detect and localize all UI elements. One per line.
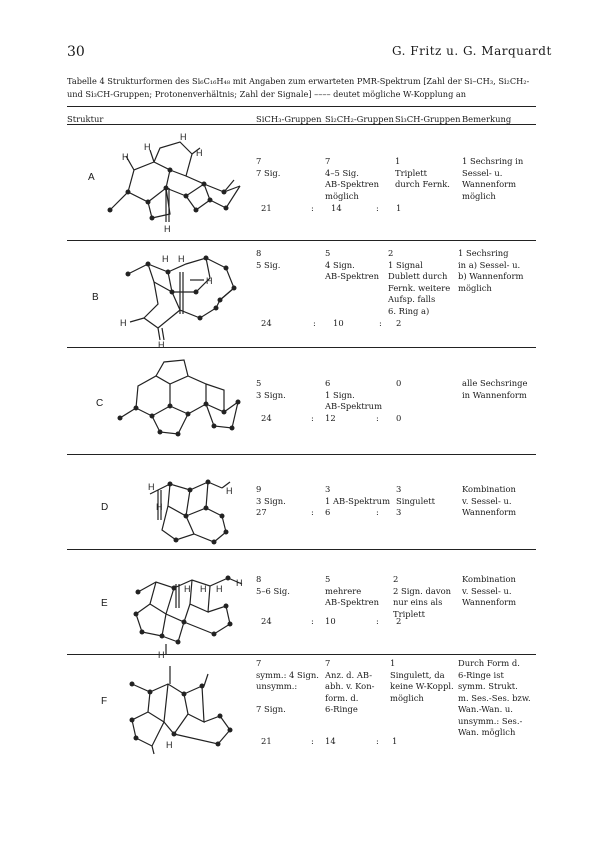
structure-label-d: D xyxy=(101,502,109,513)
ratio-separator: : xyxy=(311,736,314,746)
ratio-si2ch2: 14 xyxy=(331,203,342,213)
cell-bemerkung: Kombination v. Sessel- u. Wannenform xyxy=(462,484,517,517)
ratio-si2ch2: 10 xyxy=(325,616,336,626)
row-divider xyxy=(67,347,536,348)
ratio-separator: : xyxy=(376,736,379,746)
ratio-si2ch2: 10 xyxy=(333,318,344,328)
ratio-si3ch: 2 xyxy=(396,616,402,626)
cell-sich3: 8 5 Sig. xyxy=(256,248,281,270)
atom-label-h: H xyxy=(178,254,185,264)
atom-label-h: H xyxy=(158,650,165,660)
ratio-separator: : xyxy=(376,507,379,517)
atom-label-h: H xyxy=(164,224,171,234)
ratio-si3ch: 0 xyxy=(396,413,402,423)
ratio-separator: : xyxy=(313,318,316,328)
atom-label-h: H xyxy=(166,740,173,750)
cell-sich3: 7 7 Sig. xyxy=(256,156,281,178)
structure-drawing-e xyxy=(118,560,253,660)
ratio-separator: : xyxy=(379,318,382,328)
ratio-sich3: 21 xyxy=(261,736,272,746)
row-divider xyxy=(67,454,536,455)
atom-label-h: H xyxy=(180,132,187,142)
atom-label-h: H xyxy=(200,584,207,594)
running-header-authors: G. Fritz u. G. Marquardt xyxy=(392,44,552,58)
cell-bemerkung: 1 Sechsring in a) Sessel- u. b) Wannenform möglich xyxy=(458,248,524,293)
atom-label-h: H xyxy=(216,584,223,594)
structure-drawing-b xyxy=(110,248,250,350)
structure-label-f: F xyxy=(101,696,108,707)
cell-si3ch: 0 xyxy=(396,378,402,388)
structure-label-a: A xyxy=(88,172,95,183)
col-header-sich3: SiCH₃-Gruppen xyxy=(256,114,322,124)
cell-si2ch2: 7 Anz. d. AB- abh. v. Kon- form. d. 6-Ringe xyxy=(325,658,375,714)
atom-label-h: H xyxy=(162,254,169,264)
ratio-si3ch: 1 xyxy=(392,736,398,746)
cell-si2ch2: 7 4–5 Sig. AB-Spektren möglich xyxy=(325,156,380,201)
cell-si3ch: 1 Singulett, da keine W-Koppl. möglich xyxy=(390,658,454,703)
cell-si3ch: 3 Singulett 3 xyxy=(396,484,435,517)
table-top-rule xyxy=(67,106,536,107)
ratio-si2ch2: 14 xyxy=(325,736,336,746)
cell-si3ch: 2 1 Signal Dublett durch Fernk. weitere Aufsp. falls 6. Ring a) xyxy=(388,248,451,316)
cell-si2ch2: 6 1 Sign. AB-Spektrum xyxy=(325,378,383,411)
cell-si2ch2: 5 4 Sign. AB-Spektren xyxy=(325,248,380,281)
ratio-separator: : xyxy=(311,616,314,626)
cell-si3ch: 2 2 Sign. davon nur eins als Triplett xyxy=(393,574,452,619)
atom-label-h: H xyxy=(206,276,213,286)
atom-label-h: H xyxy=(158,340,165,350)
ratio-sich3: 21 xyxy=(261,203,272,213)
atom-label-h: H xyxy=(184,584,191,594)
ratio-separator: : xyxy=(376,203,379,213)
ratio-si3ch: 1 xyxy=(396,203,402,213)
ratio-sich3: 24 xyxy=(261,616,272,626)
structure-label-b: B xyxy=(92,292,99,303)
cell-sich3: 7 symm.: 4 Sign. unsymm.: 7 Sign. xyxy=(256,658,319,714)
atom-label-h: H xyxy=(226,486,233,496)
atom-label-h: H xyxy=(196,148,203,158)
cell-si2ch2: 5 mehrere AB-Spektren xyxy=(325,574,380,607)
cell-sich3: 5 3 Sign. xyxy=(256,378,286,400)
cell-si3ch: 1 Triplett durch Fernk. xyxy=(395,156,450,189)
cell-sich3: 8 5–6 Sig. xyxy=(256,574,290,596)
atom-label-h: H xyxy=(122,152,129,162)
cell-sich3: 9 3 Sign. 27 xyxy=(256,484,286,517)
cell-bemerkung: 1 Sechsring in Sessel- u. Wannenform möglich xyxy=(462,156,524,201)
structure-drawing-f xyxy=(118,660,243,755)
structure-drawing-d xyxy=(130,470,240,550)
atom-label-h: H xyxy=(144,142,151,152)
structure-drawing-a xyxy=(100,132,250,235)
cell-bemerkung: alle Sechsringe in Wannenform xyxy=(462,378,528,400)
col-header-si3ch: Si₃CH-Gruppen xyxy=(395,114,461,124)
ratio-separator: : xyxy=(376,616,379,626)
atom-label-h: H xyxy=(120,318,127,328)
ratio-sich3: 24 xyxy=(261,318,272,328)
col-header-bemerkung: Bemerkung xyxy=(462,114,512,124)
cell-bemerkung: Kombination v. Sessel- u. Wannenform xyxy=(462,574,517,607)
col-header-struktur: Struktur xyxy=(67,114,104,124)
table-header-rule xyxy=(67,124,536,125)
ratio-separator: : xyxy=(311,413,314,423)
structure-label-c: C xyxy=(96,398,104,409)
structure-drawing-c xyxy=(112,356,247,441)
structure-label-e: E xyxy=(101,598,108,609)
atom-label-h: H xyxy=(156,502,163,512)
ratio-si2ch2: 12 xyxy=(325,413,336,423)
table-caption: Tabelle 4 Strukturformen des Si₆C₁₆H₄₈ mit Angaben zum erwarteten PMR-Spektrum [Zahl der Si–CH₃, Si₂CH₂- und Si₃CH-Gruppen; Protonenverhältnis; Zahl der Signale] –––– deutet mögliche W-Kopplung an xyxy=(67,76,530,99)
col-header-si2ch2: Si₂CH₂-Gruppen xyxy=(325,114,394,124)
cell-bemerkung: Durch Form d. 6-Ringe ist symm. Strukt. m. Ses.-Ses. bzw. Wan.-Wan. u. unsymm.: Ses.- Wan. möglich xyxy=(458,658,531,737)
page-number: 30 xyxy=(67,44,85,60)
ratio-separator: : xyxy=(311,203,314,213)
cell-si2ch2: 3 1 AB-Spektrum 6 xyxy=(325,484,391,517)
ratio-sich3: 24 xyxy=(261,413,272,423)
ratio-separator: : xyxy=(376,413,379,423)
atom-label-h: H xyxy=(148,482,155,492)
atom-label-h: H xyxy=(236,578,243,588)
ratio-si3ch: 2 xyxy=(396,318,402,328)
ratio-separator: : xyxy=(311,507,314,517)
row-divider xyxy=(67,240,536,241)
